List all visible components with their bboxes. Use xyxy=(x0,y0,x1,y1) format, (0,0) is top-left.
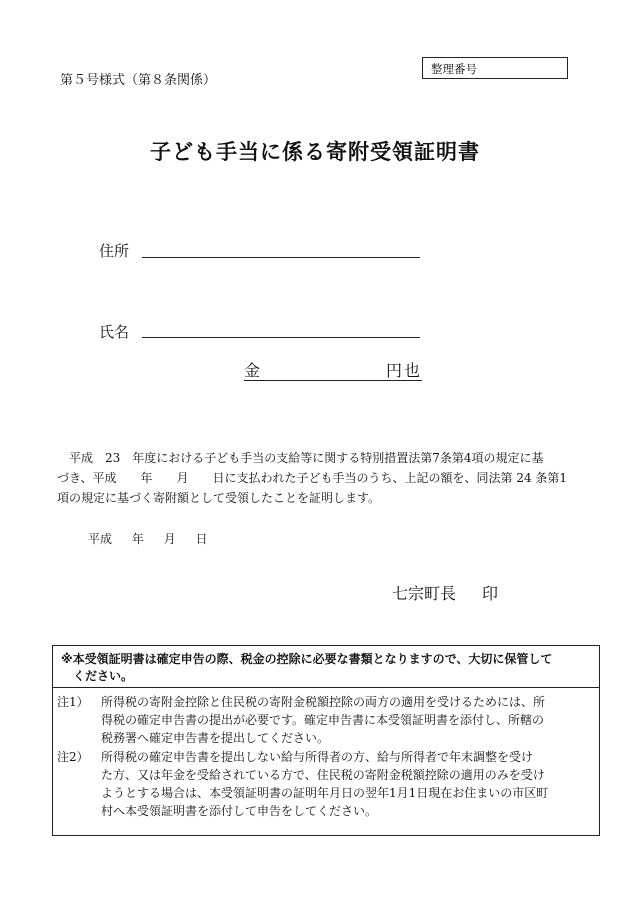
date-day: 日 xyxy=(195,532,208,546)
date-year: 年 xyxy=(131,532,144,546)
note-line: 村へ本受領証明書を添付して申告をしてください。 xyxy=(101,804,378,818)
notice-box xyxy=(52,645,600,836)
date-month: 月 xyxy=(163,532,176,546)
amount-field[interactable] xyxy=(244,358,422,381)
amount-prefix: 金 xyxy=(244,361,261,380)
note-line: ようとする場合は、本受領証明書の証明年月日の翌年1月1日現在お住まいの市区町 xyxy=(101,786,549,800)
reference-number-label: 整理番号 xyxy=(431,62,477,76)
notice-heading-line: ※本受領証明書は確定申告の際、税金の控除に必要な書類となりますので、大切に保管して xyxy=(61,652,553,666)
reference-number-box[interactable] xyxy=(422,57,568,79)
issuer-name: 七宗町長 xyxy=(392,584,457,603)
date-era: 平成 xyxy=(88,532,113,546)
name-label: 氏名 xyxy=(99,323,130,341)
certification-statement xyxy=(57,448,577,508)
issuer-signature xyxy=(392,581,498,604)
certification-date xyxy=(88,530,224,547)
form-number: 第５号様式（第８条関係） xyxy=(60,73,217,88)
notice-heading-line: ください。 xyxy=(61,669,134,683)
note-line: 所得税の確定申告書を提出しない給与所得者の方、給与所得者で年末調整を受け xyxy=(101,750,534,764)
note-line: 所得税の寄附金控除と住民税の寄附金税額控除の両方の適用を受けるためには、所 xyxy=(101,695,546,709)
amount-suffix: 円也 xyxy=(385,361,422,380)
note-tag: 注1） xyxy=(57,695,89,709)
statement-line: 平成 23 年度における子ども手当の支給等に関する特別措置法第7条第4項の規定に基 xyxy=(57,451,544,465)
address-label: 住所 xyxy=(99,242,130,260)
note-line: 得税の確定申告書の提出が必要です。確定申告書に本受領証明書を添付し、所轄の xyxy=(101,713,545,727)
name-input-line[interactable] xyxy=(142,337,420,338)
page-title: 子ども手当に係る寄附受領証明書 xyxy=(150,140,480,164)
note-line: た方、又は年金を受給されている方で、住民税の寄附金税額控除の適用のみを受け xyxy=(101,768,545,782)
statement-line: 項の規定に基づく寄附額として受領したことを証明します。 xyxy=(57,491,381,505)
statement-line: づき、平成 年 月 日に支払われた子ども手当のうち、上記の額を、同法第 24 条第1 xyxy=(57,471,568,485)
seal-mark: 印 xyxy=(482,584,499,603)
address-input-line[interactable] xyxy=(142,257,420,258)
note-tag: 注2） xyxy=(57,750,89,764)
notice-heading xyxy=(53,646,599,688)
note-line: 税務署へ確定申告書を提出してください。 xyxy=(101,731,330,745)
